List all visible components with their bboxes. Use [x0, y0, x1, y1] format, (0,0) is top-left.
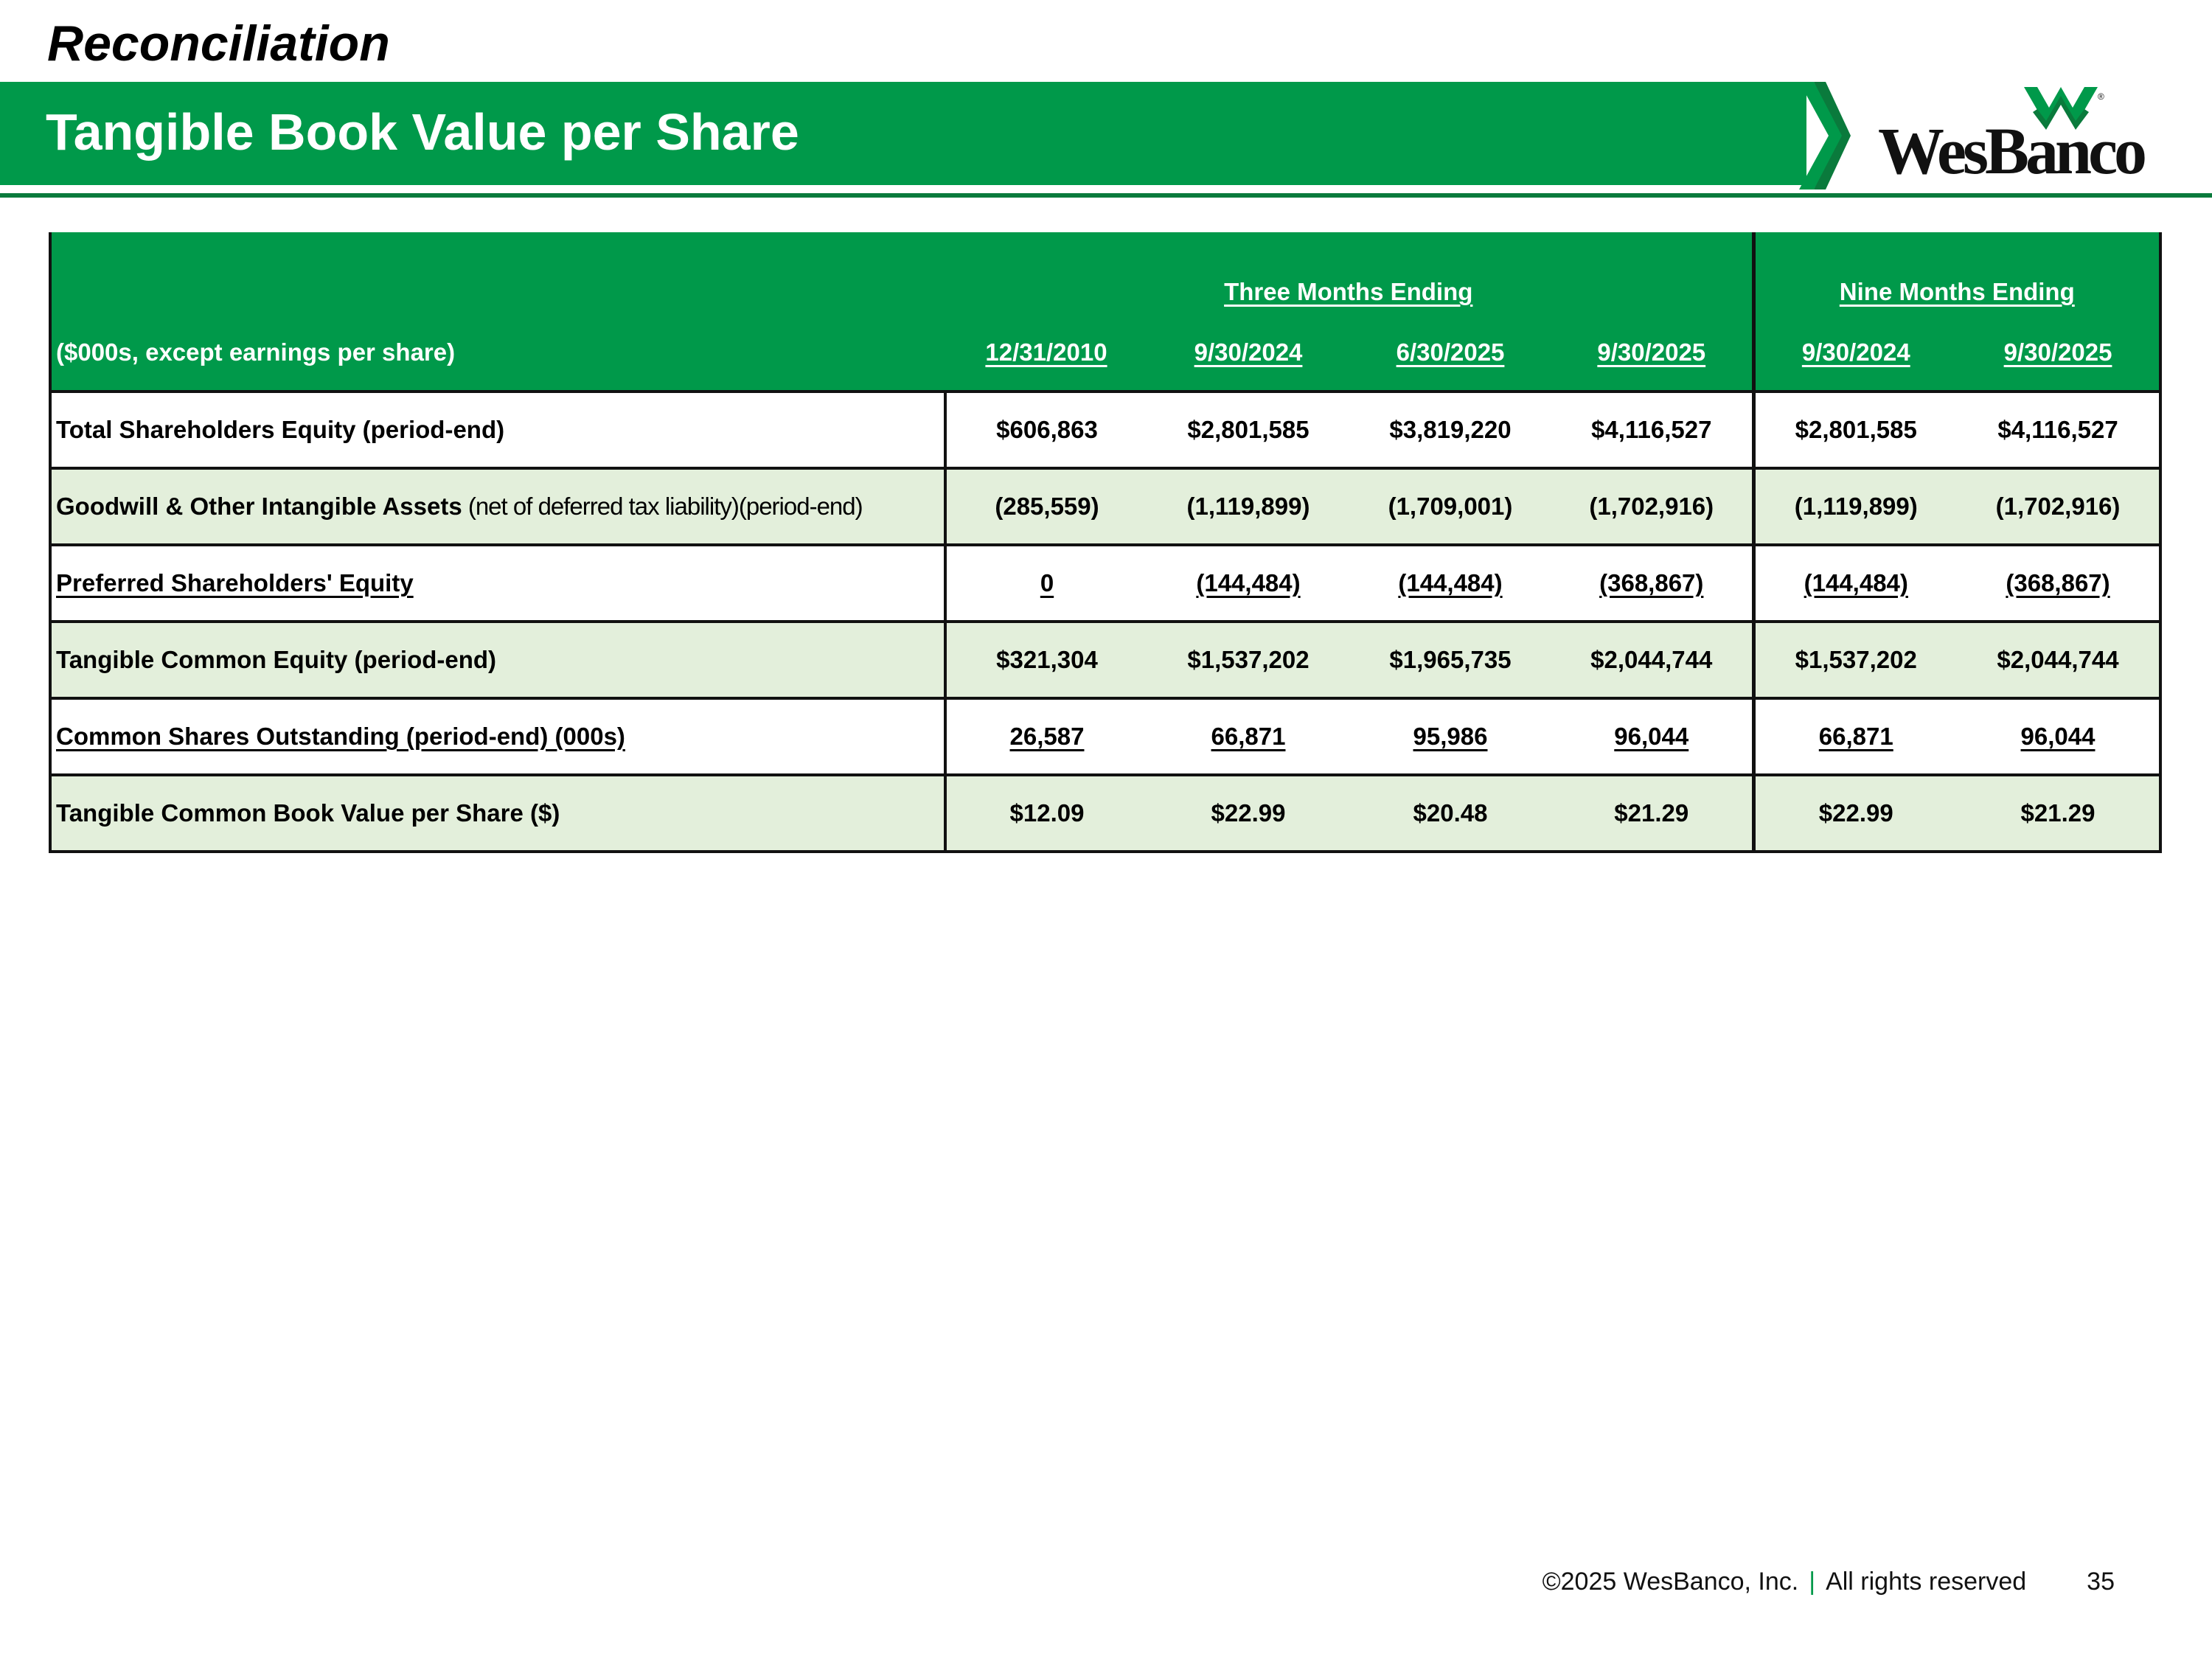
company-logo [1877, 87, 2144, 188]
row-label [50, 392, 945, 468]
column-date [1753, 315, 1957, 392]
table-cell: (1,119,899) [1753, 468, 1957, 545]
row-label-suffix: (net of deferred tax liability)(period-end) [462, 493, 863, 520]
page-number: 35 [2087, 1568, 2115, 1596]
row-label-text: Total Shareholders Equity (period-end) [56, 416, 505, 443]
column-date-label: 9/30/2024 [1801, 338, 1910, 366]
table-cell [1551, 698, 1753, 775]
table-cell [1957, 545, 2160, 622]
registered-mark: ® [2098, 91, 2104, 102]
reconciliation-table [49, 232, 2162, 853]
table-cell: $20.48 [1349, 775, 1551, 852]
row-label [50, 775, 945, 852]
column-date-label: 6/30/2025 [1396, 338, 1505, 366]
table-row-goodwill [50, 468, 2160, 545]
row-label [50, 698, 945, 775]
table-cell: $21.29 [1551, 775, 1753, 852]
table-row-book-value-per-share [50, 775, 2160, 852]
group-header-nine-months [1753, 232, 2160, 315]
table-cell [1753, 545, 1957, 622]
row-label-text: Preferred Shareholders' Equity [56, 569, 414, 597]
table-row-tangible-common-equity [50, 622, 2160, 698]
row-label [50, 468, 945, 545]
table-cell [1147, 545, 1349, 622]
group-header-label: Nine Months Ending [1839, 278, 2075, 305]
table-cell [1349, 698, 1551, 775]
table-cell: $4,116,527 [1551, 392, 1753, 468]
group-header-label: Three Months Ending [1224, 278, 1473, 305]
row-label-text: Tangible Common Equity (period-end) [56, 646, 497, 673]
table-cell: $1,965,735 [1349, 622, 1551, 698]
group-header-three-months [945, 232, 1753, 315]
table-cell: (285,559) [945, 468, 1147, 545]
table-row-preferred-equity [50, 545, 2160, 622]
table-cell: $22.99 [1147, 775, 1349, 852]
column-date [1349, 315, 1551, 392]
table-cell: (1,119,899) [1147, 468, 1349, 545]
table-header-date-row [50, 315, 2160, 392]
table-cell [1753, 698, 1957, 775]
banner-chevron-icon [1799, 82, 1851, 189]
table-cell: $22.99 [1753, 775, 1957, 852]
cell-value: 96,044 [1614, 723, 1689, 750]
header-corner [50, 232, 945, 315]
column-date-label: 9/30/2024 [1194, 338, 1303, 366]
table-cell [1147, 698, 1349, 775]
cell-value: 96,044 [2020, 723, 2096, 750]
table-cell: $1,537,202 [1147, 622, 1349, 698]
cell-value: 66,871 [1211, 723, 1286, 750]
footer-separator: | [1809, 1568, 1816, 1596]
unit-label: ($000s, except earnings per share) [50, 315, 945, 392]
table-cell: $1,537,202 [1753, 622, 1957, 698]
table-row-total-equity [50, 392, 2160, 468]
table-row-shares-outstanding [50, 698, 2160, 775]
table-cell: $4,116,527 [1957, 392, 2160, 468]
table-header-group-row [50, 232, 2160, 315]
table-cell: $606,863 [945, 392, 1147, 468]
row-label-text: Common Shares Outstanding (period-end) (000s) [56, 723, 625, 750]
table-cell: (1,702,916) [1957, 468, 2160, 545]
column-date [1147, 315, 1349, 392]
table-cell: $2,801,585 [1753, 392, 1957, 468]
table-cell: (1,702,916) [1551, 468, 1753, 545]
row-label [50, 545, 945, 622]
table-cell: $2,044,744 [1957, 622, 2160, 698]
cell-value: 66,871 [1818, 723, 1893, 750]
cell-value: 95,986 [1413, 723, 1488, 750]
header-rule [0, 193, 2212, 198]
table-cell: $2,801,585 [1147, 392, 1349, 468]
cell-value: (368,867) [2006, 569, 2110, 597]
copyright-text: ©2025 WesBanco, Inc. [1542, 1568, 1799, 1596]
table-cell: $21.29 [1957, 775, 2160, 852]
table-cell: $321,304 [945, 622, 1147, 698]
cell-value: (368,867) [1599, 569, 1704, 597]
row-label-text: Tangible Common Book Value per Share ($) [56, 799, 560, 827]
table-cell [1551, 545, 1753, 622]
cell-value: (144,484) [1196, 569, 1301, 597]
cell-value: 0 [1040, 569, 1054, 597]
column-date [1957, 315, 2160, 392]
slide-kicker: Reconciliation [47, 15, 390, 72]
row-label-text: Goodwill & Other Intangible Assets [56, 493, 462, 520]
logo-wordmark: WesBanco [1878, 115, 2144, 188]
rights-text: All rights reserved [1826, 1568, 2027, 1596]
column-date-label: 12/31/2010 [985, 338, 1107, 366]
page-title: Tangible Book Value per Share [46, 103, 799, 161]
cell-value: 26,587 [1009, 723, 1085, 750]
table-cell [945, 545, 1147, 622]
table-cell: (1,709,001) [1349, 468, 1551, 545]
column-date [1551, 315, 1753, 392]
column-date [945, 315, 1147, 392]
table-cell [1957, 698, 2160, 775]
cell-value: (144,484) [1398, 569, 1503, 597]
table-cell [945, 698, 1147, 775]
column-date-label: 9/30/2025 [1597, 338, 1706, 366]
row-label [50, 622, 945, 698]
column-date-label: 9/30/2025 [2003, 338, 2112, 366]
table-cell [1349, 545, 1551, 622]
table-cell: $3,819,220 [1349, 392, 1551, 468]
table-cell: $2,044,744 [1551, 622, 1753, 698]
slide-footer [1543, 1568, 2115, 1596]
cell-value: (144,484) [1804, 569, 1908, 597]
table-cell: $12.09 [945, 775, 1147, 852]
